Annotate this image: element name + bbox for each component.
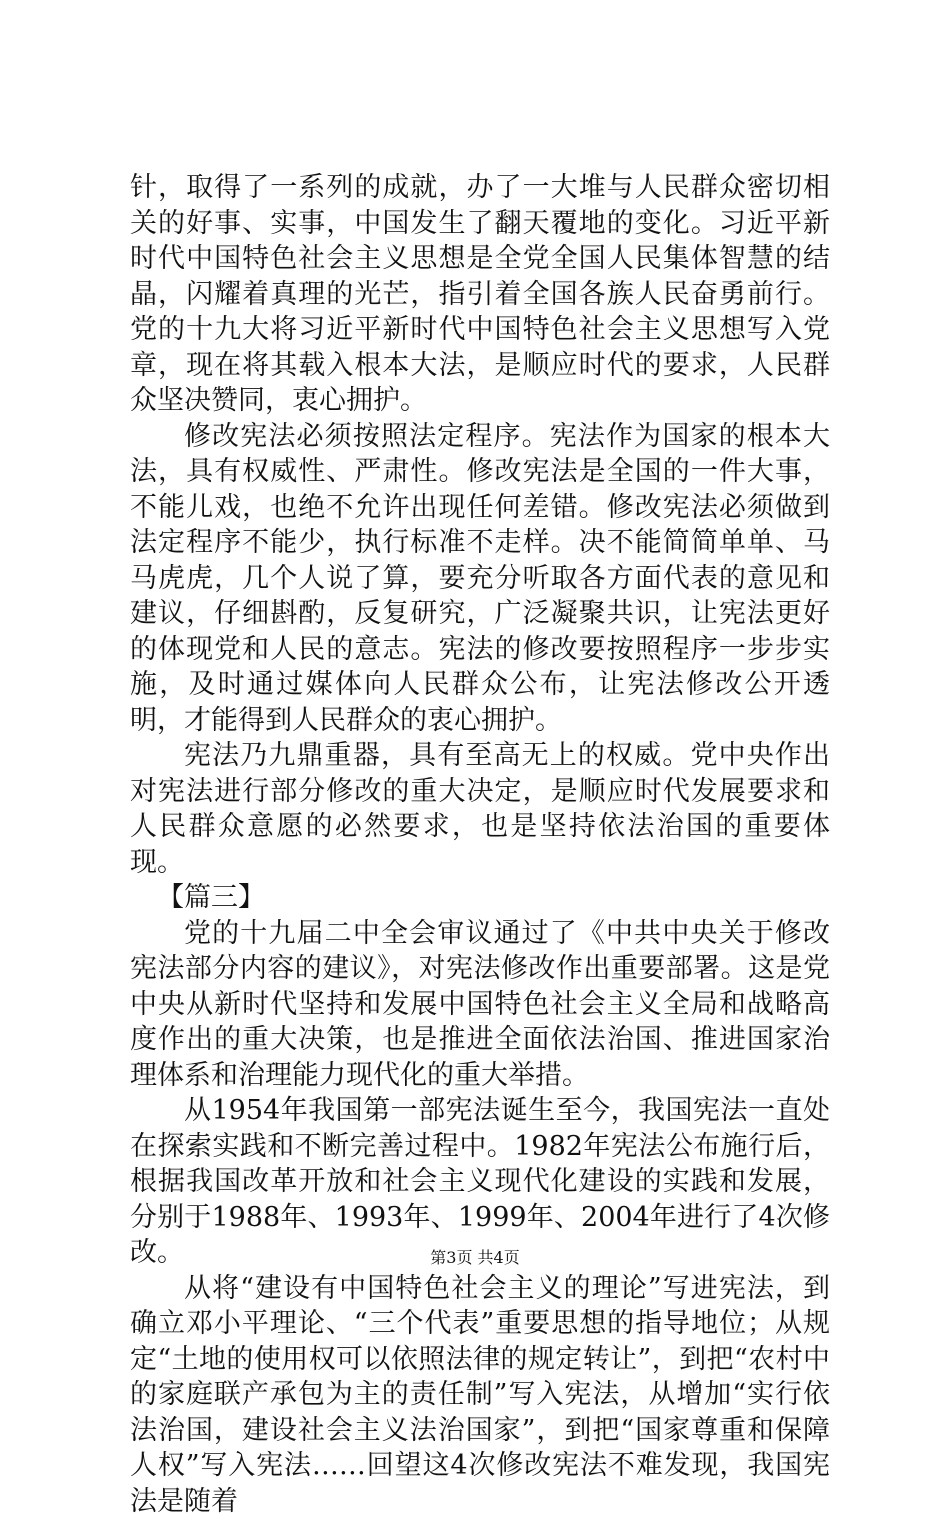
body-paragraph: 宪法乃九鼎重器，具有至高无上的权威。党中央作出对宪法进行部分修改的重大决定，是顺应时代发展要求和人民群众意愿的必然要求，也是坚持依法治国的重要体现。 <box>130 738 830 880</box>
section-heading: 【篇三】 <box>130 880 830 916</box>
body-paragraph: 修改宪法必须按照法定程序。宪法作为国家的根本大法，具有权威性、严肃性。修改宪法是全国的一件大事，不能儿戏，也绝不允许出现任何差错。修改宪法必须做到法定程序不能少，执行标准不走样。决不能简简单单、马马虎虎，几个人说了算，要充分听取各方面代表的意见和建议，仔细斟酌，反复研究，广泛凝聚共识，让宪法更好的体现党和人民的意志。宪法的修改要按照程序一步步实施，及时通过媒体向人民群众公布，让宪法修改公开透明，才能得到人民群众的衷心拥护。 <box>130 419 830 739</box>
body-paragraph: 党的十九届二中全会审议通过了《中共中央关于修改宪法部分内容的建议》，对宪法修改作出重要部署。这是党中央从新时代坚持和发展中国特色社会主义全局和战略高度作出的重大决策，也是推进全面依法治国、推进国家治理体系和治理能力现代化的重大举措。 <box>130 916 830 1094</box>
body-paragraph: 从1954年我国第一部宪法诞生至今，我国宪法一直处在探索实践和不断完善过程中。1982年宪法公布施行后，根据我国改革开放和社会主义现代化建设的实践和发展，分别于1988年、1993年、1999年、2004年进行了4次修改。 <box>130 1093 830 1271</box>
body-paragraph: 针，取得了一系列的成就，办了一大堆与人民群众密切相关的好事、实事，中国发生了翻天覆地的变化。习近平新时代中国特色社会主义思想是全党全国人民集体智慧的结晶，闪耀着真理的光芒，指引着全国各族人民奋勇前行。党的十九大将习近平新时代中国特色社会主义思想写入党章，现在将其载入根本大法，是顺应时代的要求，人民群众坚决赞同，衷心拥护。 <box>130 170 830 419</box>
document-body <box>130 170 830 1519</box>
body-paragraph: 从将“建设有中国特色社会主义的理论”写进宪法，到确立邓小平理论、“三个代表”重要思想的指导地位；从规定“土地的使用权可以依照法律的规定转让”，到把“农村中的家庭联产承包为主的责任制”写入宪法，从增加“实行依法治国，建设社会主义法治国家”，到把“国家尊重和保障人权”写入宪法……回望这4次修改宪法不难发现，我国宪法是随着 <box>130 1271 830 1519</box>
page-number-footer: 第3页 共4页 <box>0 1248 950 1268</box>
